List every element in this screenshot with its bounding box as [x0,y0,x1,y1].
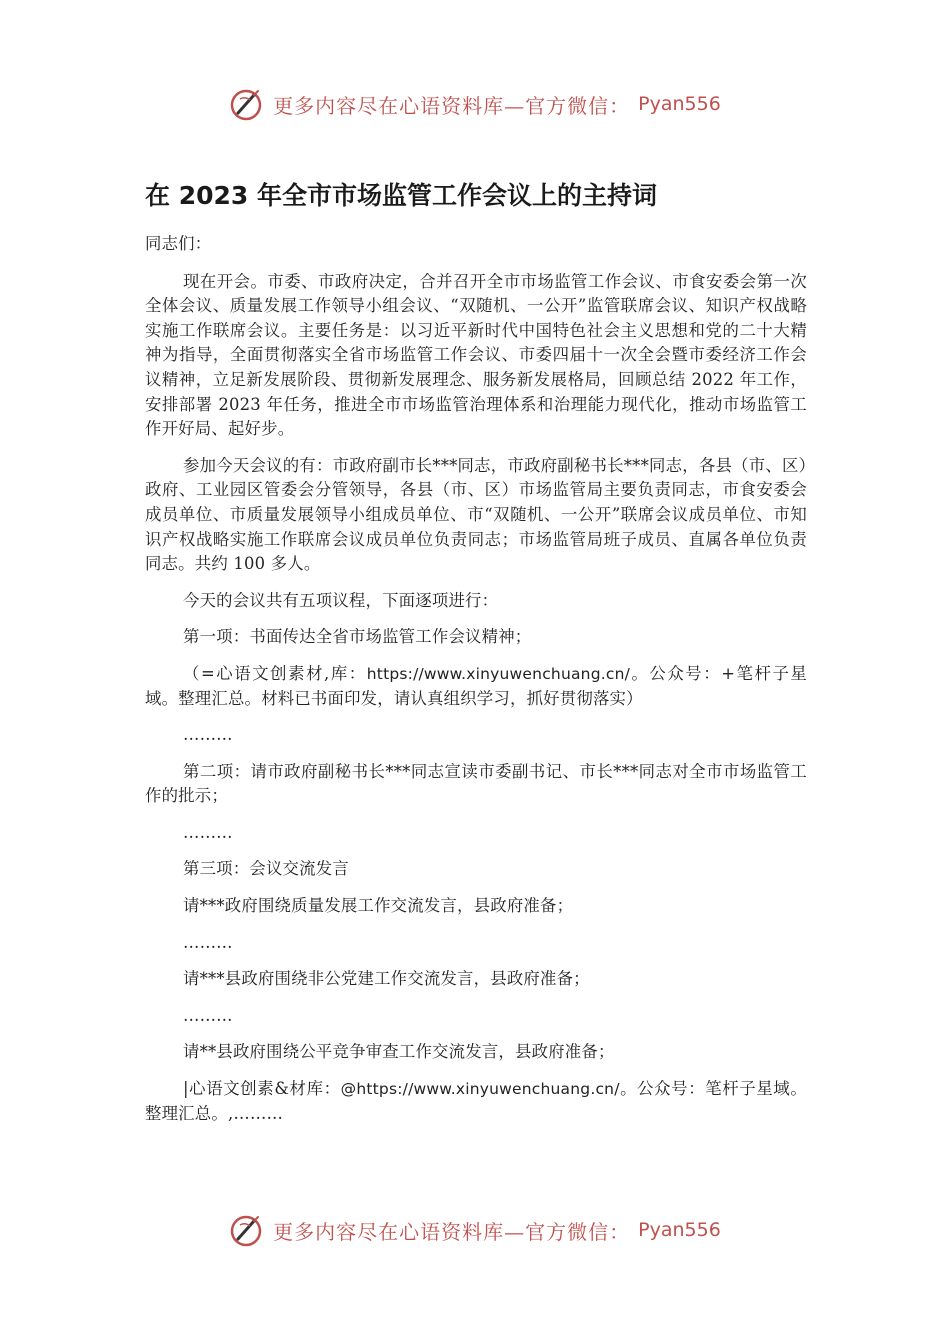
footer-banner-text: 更多内容尽在心语资料库—官方微信： [273,1219,631,1244]
pen-logo-icon [229,1212,265,1248]
material-note-tail: 。公众号：+笔杆子星域。整理汇总。材料已书面印发，请认真组织学习，抓好贯彻落实） [145,663,808,708]
speech-request-2: 请***县政府围绕非公党建工作交流发言，县政府准备； [183,969,590,989]
paragraph-material-note [145,662,807,711]
header-banner-wechat-id: Pyan556 [638,93,721,115]
agenda-item-2: 第二项：请市政府副秘书长***同志宣读市委副书记、市长***同志对全市市场监管工作的批示； [145,761,807,806]
ellipsis-4: ……… [183,1005,233,1025]
source-note-url: @https://www.xinyuwenchuang.cn/ [340,1080,620,1099]
material-note-lead: （=心语文创素材,库： [183,663,367,683]
header-banner-text: 更多内容尽在心语资料库—官方微信： [273,93,631,118]
pen-logo-icon [229,86,265,122]
ellipsis-1: ……… [183,725,233,745]
paragraph-agenda-intro: 今天的会议共有五项议程，下面逐项进行： [183,590,499,610]
agenda-item-1: 第一项：书面传达全省市场监管工作会议精神； [183,627,532,647]
ellipsis-3: ……… [183,932,233,952]
document-title: 在 2023 年全市市场监管工作会议上的主持词 [145,181,657,210]
footer-banner [0,1208,950,1252]
source-note-tail: 。公众号：笔杆子星域。整理汇总。,……… [145,1079,807,1123]
material-note-url: https://www.xinyuwenchuang.cn/ [366,664,631,683]
paragraph-attendees: 参加今天会议的有：市政府副市长***同志，市政府副秘书长***同志，各县（市、区）政府、工业园区管委会分管领导，各县（市、区）市场监管局主要负责同志，市食安委会成员单位、市质量发展领导小组成员单位、市“双随机、一公开”联席会议成员单位、市知识产权战略实施工作联席会议成员单位负责同志；市场监管局班子成员、直属各单位负责同志。共约 100 多人。 [145,455,807,574]
paragraph-source-note [145,1077,807,1126]
speech-request-3: 请**县政府围绕公平竞争审查工作交流发言，县政府准备； [183,1042,615,1062]
salutation: 同志们： [145,234,212,253]
header-banner [0,82,950,126]
source-note-lead: |心语文创素&材库： [183,1079,341,1099]
paragraph-opening: 现在开会。市委、市政府决定，合并召开全市市场监管工作会议、市食安委会第一次全体会议、质量发展工作领导小组会议、“双随机、一公开”监管联席会议、知识产权战略实施工作联席会议。主要任务是：以习近平新时代中国特色社会主义思想和党的二十大精神为指导，全面贯彻落实全省市场监管工作会议、市委四届十一次全会暨市委经济工作会议精神，立足新发展阶段、贯彻新发展理念、服务新发展格局，回顾总结 2022 年工作，安排部署 2023 年任务，推进全市市场监管治理体系和治理能力现代化，推动市场监管工作开好局、起好步。 [145,271,807,439]
document-body [145,232,807,1138]
agenda-item-3: 第三项：会议交流发言 [183,859,349,879]
ellipsis-2: ……… [183,822,233,842]
speech-request-1: 请***政府围绕质量发展工作交流发言，县政府准备； [183,896,574,916]
footer-banner-wechat-id: Pyan556 [638,1219,721,1241]
